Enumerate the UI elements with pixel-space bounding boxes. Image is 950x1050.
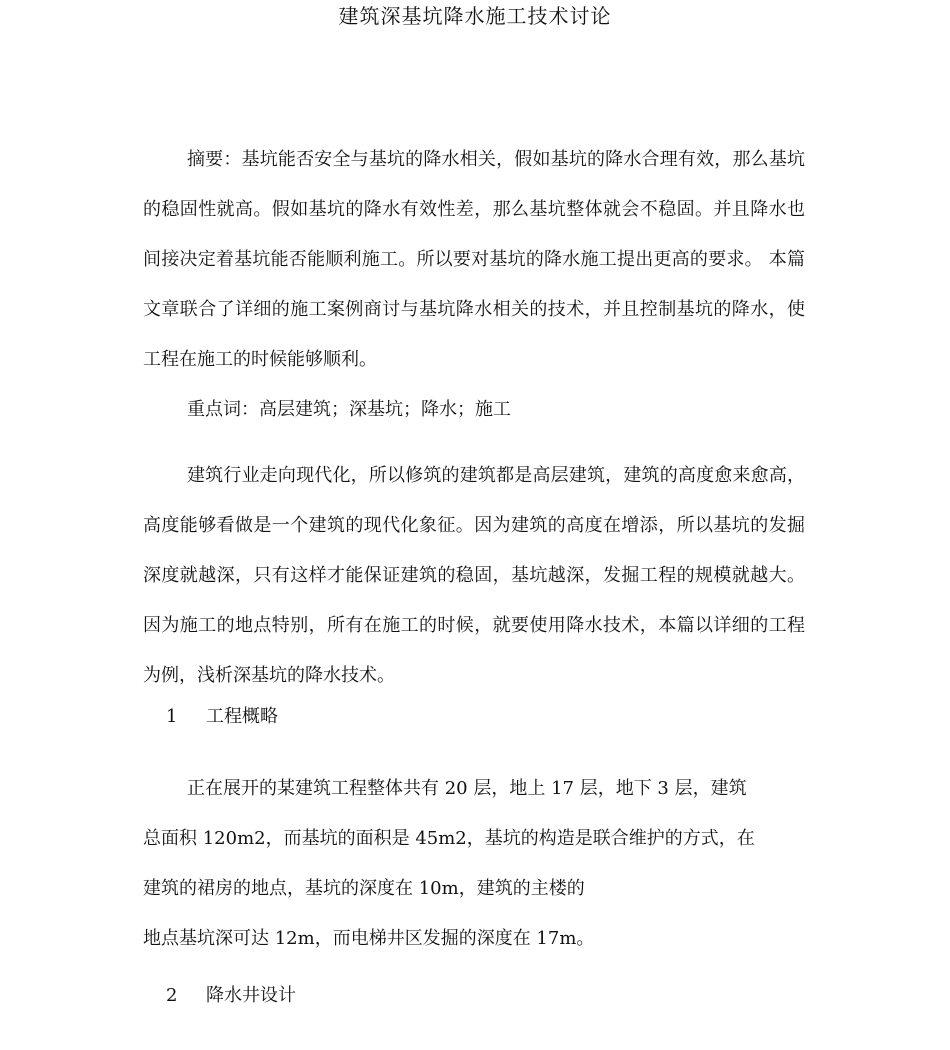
section-1-line-1: 正在展开的某建筑工程整体共有 20 层，地上 17 层，地下 3 层，建筑: [187, 778, 747, 799]
abstract-paragraph: 摘要：基坑能否安全与基坑的降水相关，假如基坑的降水合理有效，那么基坑的稳固性就高。假如基坑的降水有效性差，那么基坑整体就会不稳固。并且降水也间接决定着基坑能否能顺利施工。所以要对基坑的降水施工提出更高的要求。 本篇文章联合了详细的施工案例商讨与基坑降水相关的技术，并且控制基坑的降水，使工程在施工的时候能够顺利。: [143, 149, 805, 370]
section-1-line-3: 建筑的裙房的地点，基坑的深度在 10m，建筑的主楼的: [143, 878, 585, 899]
section-1-line-4: 地点基坑深可达 12m，而电梯井区发掘的深度在 17m。: [143, 928, 595, 949]
section-1-number: 1: [166, 706, 178, 727]
intro-paragraph: 建筑行业走向现代化，所以修筑的建筑都是高层建筑，建筑的高度愈来愈高，高度能够看做是一个建筑的现代化象征。因为建筑的高度在增添，所以基坑的发掘深度就越深，只有这样才能保证建筑的稳固，基坑越深，发掘工程的规模就越大。因为施工的地点特别，所有在施工的时候，就要使用降水技术，本篇以详细的工程为例，浅析深基坑的降水技术。: [143, 465, 805, 686]
document-title: 建筑深基坑降水施工技术讨论: [338, 4, 612, 28]
section-2-title: 降水井设计: [206, 985, 296, 1006]
section-2-number: 2: [166, 985, 178, 1006]
section-1-line-2: 总面积 120m2，而基坑的面积是 45m2，基坑的构造是联合维护的方式，在: [143, 828, 755, 849]
section-1-heading: [166, 704, 278, 730]
section-2-heading: [166, 983, 296, 1009]
keywords-line: 重点词：高层建筑；深基坑；降水；施工: [187, 399, 511, 420]
section-1-title: 工程概略: [206, 706, 278, 727]
